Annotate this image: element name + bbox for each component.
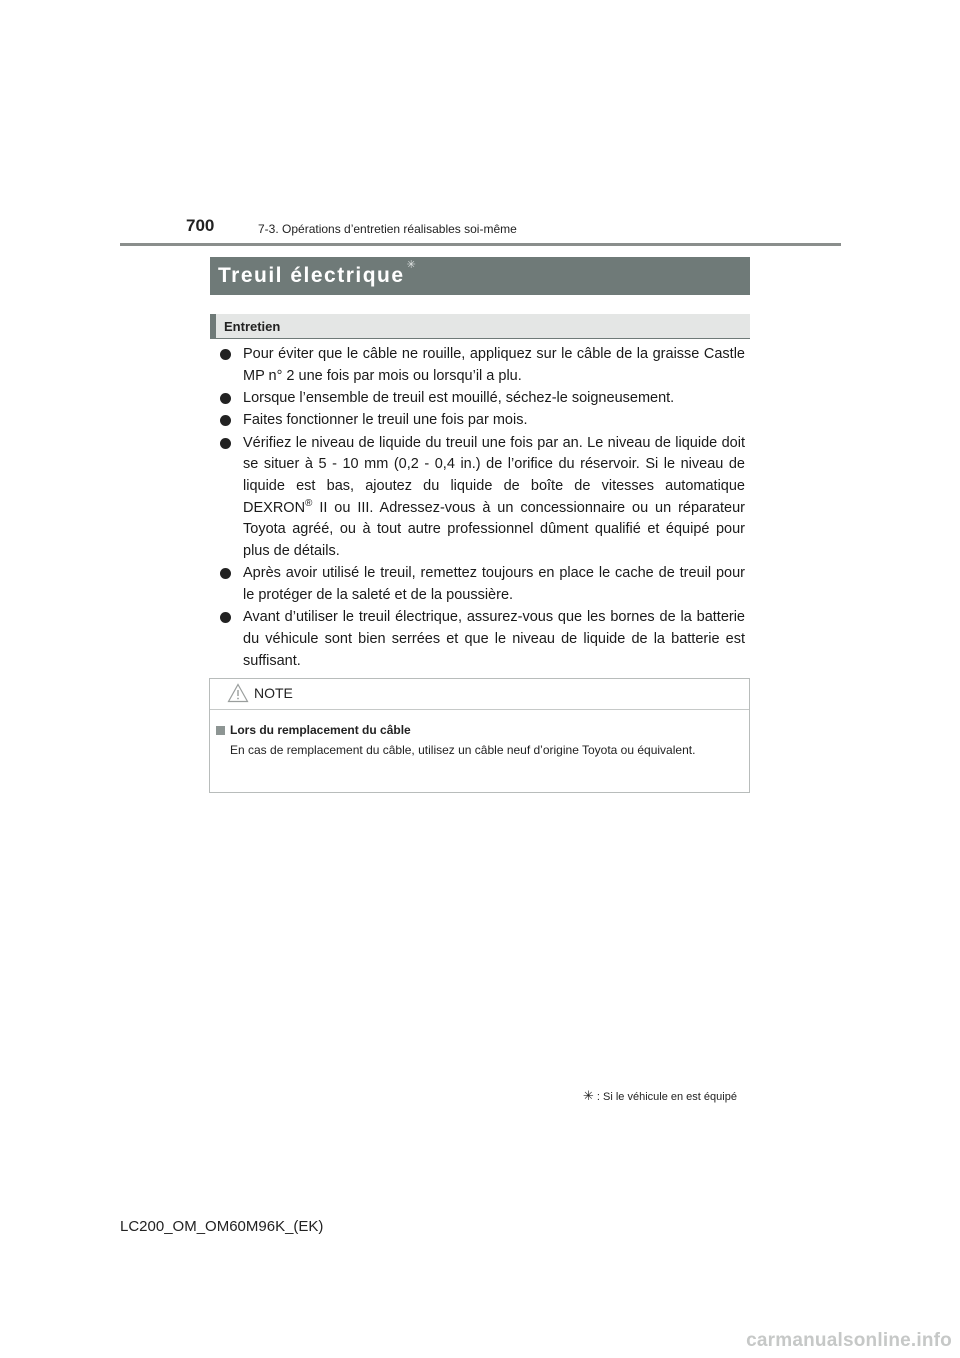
note-subtitle: Lors du remplacement du câble <box>230 723 411 737</box>
registered-mark: ® <box>305 497 313 509</box>
page-title <box>218 259 418 288</box>
bullet-icon <box>220 568 231 579</box>
list-item <box>218 433 745 563</box>
note-body: En cas de remplacement du câble, utilisez un câble neuf d’origine Toyota ou équivalent. <box>230 743 696 757</box>
list-item-text: Pour éviter que le câble ne rouille, appliquez sur le câble de la graisse Castle MP n° 2 une fois par mois ou lorsqu’il a plu. <box>243 346 745 384</box>
list-item <box>218 344 745 387</box>
footnote-asterisk: ✳ <box>583 1088 594 1103</box>
watermark: carmanualsonline.info <box>746 1330 952 1351</box>
bullet-icon <box>220 393 231 404</box>
bullet-icon <box>220 415 231 426</box>
title-asterisk: ✳ <box>406 259 418 271</box>
list-item <box>218 410 745 432</box>
footnote <box>583 1088 737 1104</box>
bullet-icon <box>220 438 231 449</box>
subsection-bar <box>210 314 750 338</box>
document-code: LC200_OM_OM60M96K_(EK) <box>120 1218 324 1235</box>
list-item-text: Faites fonctionner le treuil une fois par mois. <box>243 412 528 429</box>
list-item-text: Après avoir utilisé le treuil, remettez toujours en place le cache de treuil pour le protéger de la saleté et de la poussière. <box>243 565 745 604</box>
list-item <box>218 388 745 410</box>
section-reference: 7-3. Opérations d’entretien réalisables soi-même <box>258 222 517 236</box>
warning-triangle-icon <box>227 683 249 703</box>
list-item-text: Lorsque l’ensemble de treuil est mouillé, séchez-le soigneusement. <box>243 390 675 406</box>
bullet-icon <box>220 612 231 623</box>
list-item-text: Vérifiez le niveau de liquide du treuil une fois par an. Le niveau de liquide doit se situer à 5 - 10 mm (0,2 - 0,4 in.) de l’orifice du réservoir. Si le niveau de liquide est bas, ajoutez du liquide de boîte de vitesses automatique DEXRON <box>243 434 745 516</box>
title-text: Treuil électrique <box>218 264 405 287</box>
note-label: NOTE <box>254 685 293 701</box>
bullet-list <box>218 344 745 673</box>
list-item-text: Avant d’utiliser le treuil électrique, assurez-vous que les bornes de la batterie du véhicule sont bien serrées et que le niveau de liquide de la batterie est suffisant. <box>243 609 745 669</box>
subsection-rule <box>210 338 750 339</box>
bullet-icon <box>220 349 231 360</box>
subsection-title: Entretien <box>224 318 281 334</box>
list-item <box>218 563 745 606</box>
list-item <box>218 607 745 672</box>
list-item-text-continued: II ou III. Adressez-vous à un concessionnaire ou un réparateur Toyota agréé, ou à tout autre professionnel dûment qualifié et équipé pour plus de détails. <box>243 499 745 560</box>
page-number: 700 <box>186 216 215 235</box>
header-rule <box>120 243 841 246</box>
note-header <box>210 679 749 710</box>
note-square-icon <box>216 726 225 735</box>
title-bar <box>210 257 750 295</box>
note-box <box>209 678 750 793</box>
footnote-text: : Si le véhicule en est équipé <box>596 1091 737 1103</box>
